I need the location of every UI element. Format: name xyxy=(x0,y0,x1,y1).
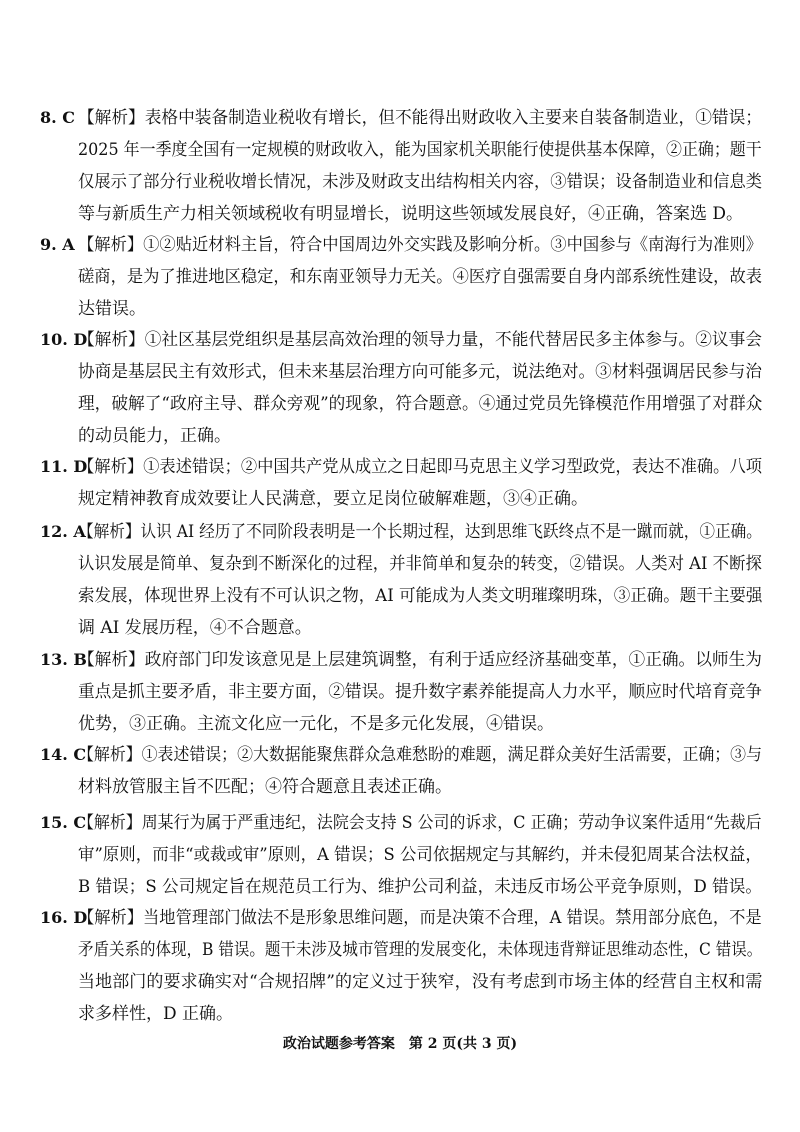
answer-number: 15. C xyxy=(40,813,87,832)
answer-text-line: 优势，③正确。主流文化应一元化，不是多元化发展，④错误。 xyxy=(78,714,554,734)
answer-text-line: 【解析】周某行为属于严重违纪，法院会支持 S 公司的诉求，C 正确；劳动争议案件适用“先裁后 xyxy=(78,813,762,833)
answer-text-line: 矛盾关系的体现，B 错误。题干未涉及城市管理的发展变化，未体现违背辩证思维动态性，C 错误。 xyxy=(78,940,763,960)
answer-number: 11. D xyxy=(40,457,88,476)
answer-text-line: 【解析】①②贴近材料主旨，符合中国周边外交实践及影响分析。③中国参与《南海行为准则》 xyxy=(78,235,763,255)
answer-text-line: 【解析】①社区基层党组织是基层高效治理的领导力量，不能代替居民多主体参与。②议事会 xyxy=(78,330,762,350)
answer-text-line: 【解析】表格中装备制造业税收有增长，但不能得出财政收入主要来自装备制造业，①错误； xyxy=(78,108,762,128)
answer-number: 10. D xyxy=(40,330,88,349)
answer-text-line: 【解析】①表述错误；②大数据能聚焦群众急难愁盼的难题，满足群众美好生活需要，正确；③与 xyxy=(78,745,762,765)
answer-text-line: 审”原则，而非“或裁或审”原则，A 错误；S 公司依据规定与其解约，并未侵犯周某合法权益， xyxy=(78,845,762,865)
answer-text-line: 规定精神教育成效要让人民满意，要立足岗位破解难题，③④正确。 xyxy=(78,489,588,509)
answer-text-line: 磋商，是为了推进地区稳定，和东南亚领导力无关。④医疗自强需要自身内部系统性建设，故表 xyxy=(78,267,763,287)
answer-number: 13. B xyxy=(40,650,87,669)
answer-text-line: 【解析】认识 AI 经历了不同阶段表明是一个长期过程，达到思维飞跃终点不是一蹴而就，①正确。 xyxy=(78,522,762,542)
answer-text-line: 索发展，体现世界上没有不可认识之物，AI 可能成为人类文明璀璨明珠，③正确。题干主要强 xyxy=(78,586,763,606)
answer-number: 12. A xyxy=(40,522,86,541)
page-footer: 政治试题参考答案 第 2 页(共 3 页) xyxy=(282,1036,518,1052)
answer-text-line: 理，破解了“政府主导、群众旁观”的现象，符合题意。④通过党员先锋模范作用增强了对群众 xyxy=(78,394,763,414)
answer-text-line: 2025 年一季度全国有一定规模的财政收入，能为国家机关职能行使提供基本保障，②正确；题干 xyxy=(78,140,762,160)
answer-number: 8. C xyxy=(40,108,76,127)
answer-text-line: 求多样性，D 正确。 xyxy=(78,1004,234,1024)
answer-number: 9. A xyxy=(40,235,75,254)
answer-text-line: 协商是基层民主有效形式，但未来基层治理方向可能多元，说法绝对。③材料强调居民参与治 xyxy=(78,362,762,382)
answer-number: 16. D xyxy=(40,908,88,927)
answer-text-line: 【解析】当地管理部门做法不是形象思维问题，而是决策不合理，A 错误。禁用部分底色，不是 xyxy=(78,908,762,928)
answer-text-line: 材料放管服主旨不匹配；④符合题意且表述正确。 xyxy=(78,777,452,797)
answer-text-line: 当地部门的要求确实对“合规招牌”的定义过于狭窄，没有考虑到市场主体的经营自主权和需 xyxy=(78,972,763,992)
answer-text-line: 调 AI 发展历程，④不合题意。 xyxy=(78,618,312,638)
answer-text-line: 【解析】政府部门印发该意见是上层建筑调整，有利于适应经济基础变革，①正确。以师生为 xyxy=(78,650,762,670)
answer-text-line: 等与新质生产力相关领域税收有明显增长，说明这些领域发展良好，④正确，答案选 D。 xyxy=(78,204,744,224)
answer-text-line: B 错误；S 公司规定旨在规范员工行为、维护公司利益，未违反市场公平竞争原则，D 错误。 xyxy=(78,877,762,897)
answer-number: 14. C xyxy=(40,745,87,764)
answer-text-line: 达错误。 xyxy=(78,299,146,319)
answer-text-line: 重点是抓主要矛盾，非主要方面，②错误。提升数字素养能提高人力水平，顺应时代培育竞争 xyxy=(78,682,762,702)
answer-text-line: 仅展示了部分行业税收增长情况，未涉及财政支出结构相关内容，③错误；设备制造业和信息类 xyxy=(78,172,763,192)
answer-text-line: 的动员能力，正确。 xyxy=(78,426,231,446)
answer-text-line: 认识发展是简单、复杂到不断深化的过程，并非简单和复杂的转变，②错误。人类对 AI 不断探 xyxy=(78,554,762,574)
answer-text-line: 【解析】①表述错误；②中国共产党从成立之日起即马克思主义学习型政党，表达不准确。八项 xyxy=(78,457,763,477)
